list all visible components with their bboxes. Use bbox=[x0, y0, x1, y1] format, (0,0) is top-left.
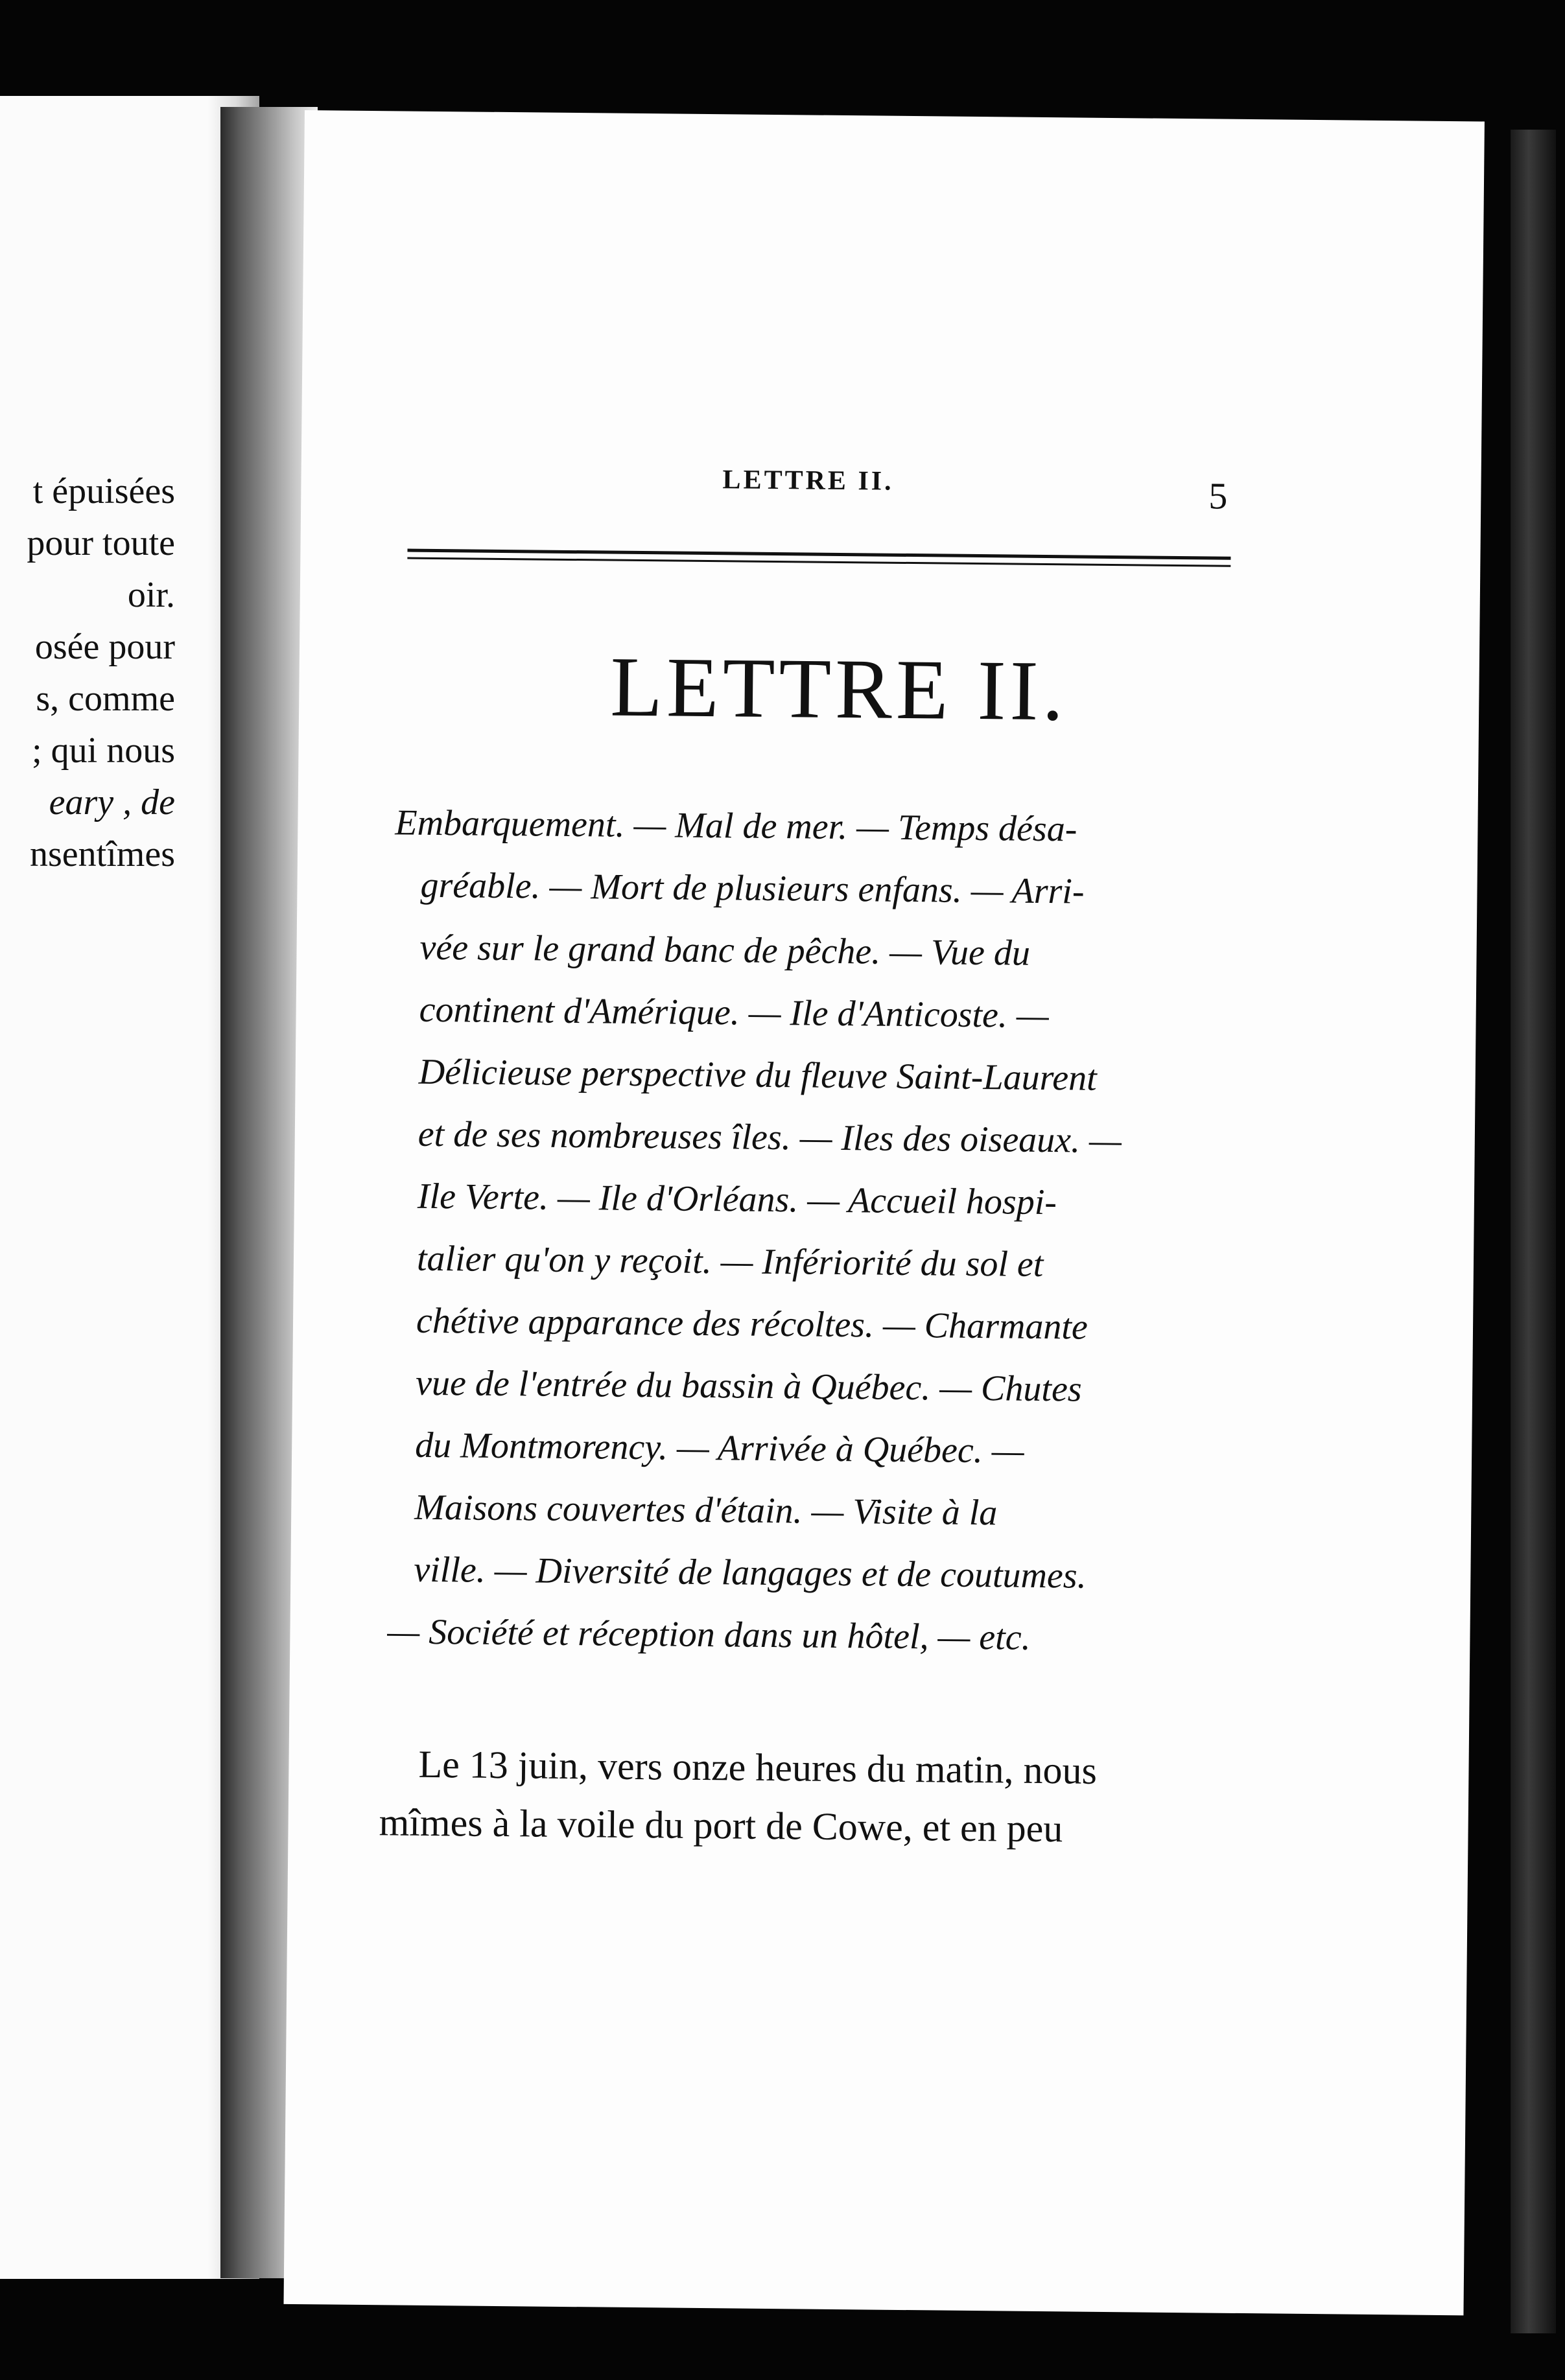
summary-line: vue de l'entrée du bassin à Québec. — Chutes bbox=[415, 1362, 1082, 1410]
previous-page-line: ; qui nous bbox=[32, 730, 175, 771]
previous-page-line: osée pour bbox=[34, 627, 175, 667]
previous-page-line: t épuisées bbox=[32, 471, 175, 511]
summary-line: du Montmorency. — Arrivée à Québec. — bbox=[414, 1425, 1024, 1471]
book-page bbox=[284, 110, 1485, 2315]
summary-line: Délicieuse perspective du fleuve Saint-Laurent bbox=[418, 1051, 1098, 1099]
summary-line: ville. — Diversité de langages et de coutumes. bbox=[414, 1549, 1087, 1596]
previous-page-line: s, comme bbox=[36, 679, 175, 719]
running-head: LETTRE II. bbox=[722, 465, 894, 496]
summary-line: talier qu'on y reçoit. — Infériorité du sol et bbox=[416, 1238, 1044, 1285]
summary-line: Embarquement. — Mal de mer. — Temps désa- bbox=[395, 802, 1077, 850]
summary-line: vée sur le grand banc de pêche. — Vue du bbox=[419, 927, 1031, 974]
previous-page-line: nsentîmes bbox=[30, 834, 175, 874]
previous-page-line: pour toute bbox=[27, 523, 175, 563]
summary-line: Ile Verte. — Ile d'Orléans. — Accueil hospi- bbox=[417, 1176, 1057, 1223]
summary-line: chétive apparance des récoltes. — Charmante bbox=[416, 1300, 1088, 1348]
body-paragraph bbox=[379, 1742, 1216, 1850]
chapter-title: LETTRE II. bbox=[609, 638, 1068, 739]
body-line: Le 13 juin, vers onze heures du matin, nous bbox=[418, 1742, 1098, 1792]
summary-line: gréable. — Mort de plusieurs enfans. — Arri- bbox=[420, 865, 1085, 912]
summary-line: continent d'Amérique. — Ile d'Anticoste. — bbox=[419, 989, 1050, 1036]
summary-line: — Société et réception dans un hôtel, — etc. bbox=[387, 1611, 1031, 1658]
summary-line: et de ses nombreuses îles. — Iles des oiseaux. — bbox=[418, 1114, 1122, 1161]
body-line: mîmes à la voile du port de Cowe, et en peu bbox=[379, 1801, 1063, 1850]
page-edge-shadow bbox=[1511, 130, 1556, 2333]
summary-line: Maisons couvertes d'étain. — Visite à la bbox=[414, 1487, 998, 1534]
previous-page-line: oir. bbox=[127, 575, 175, 615]
previous-page-line: eary , de bbox=[49, 782, 175, 822]
chapter-summary bbox=[387, 802, 1232, 1658]
page-number: 5 bbox=[1208, 474, 1228, 517]
